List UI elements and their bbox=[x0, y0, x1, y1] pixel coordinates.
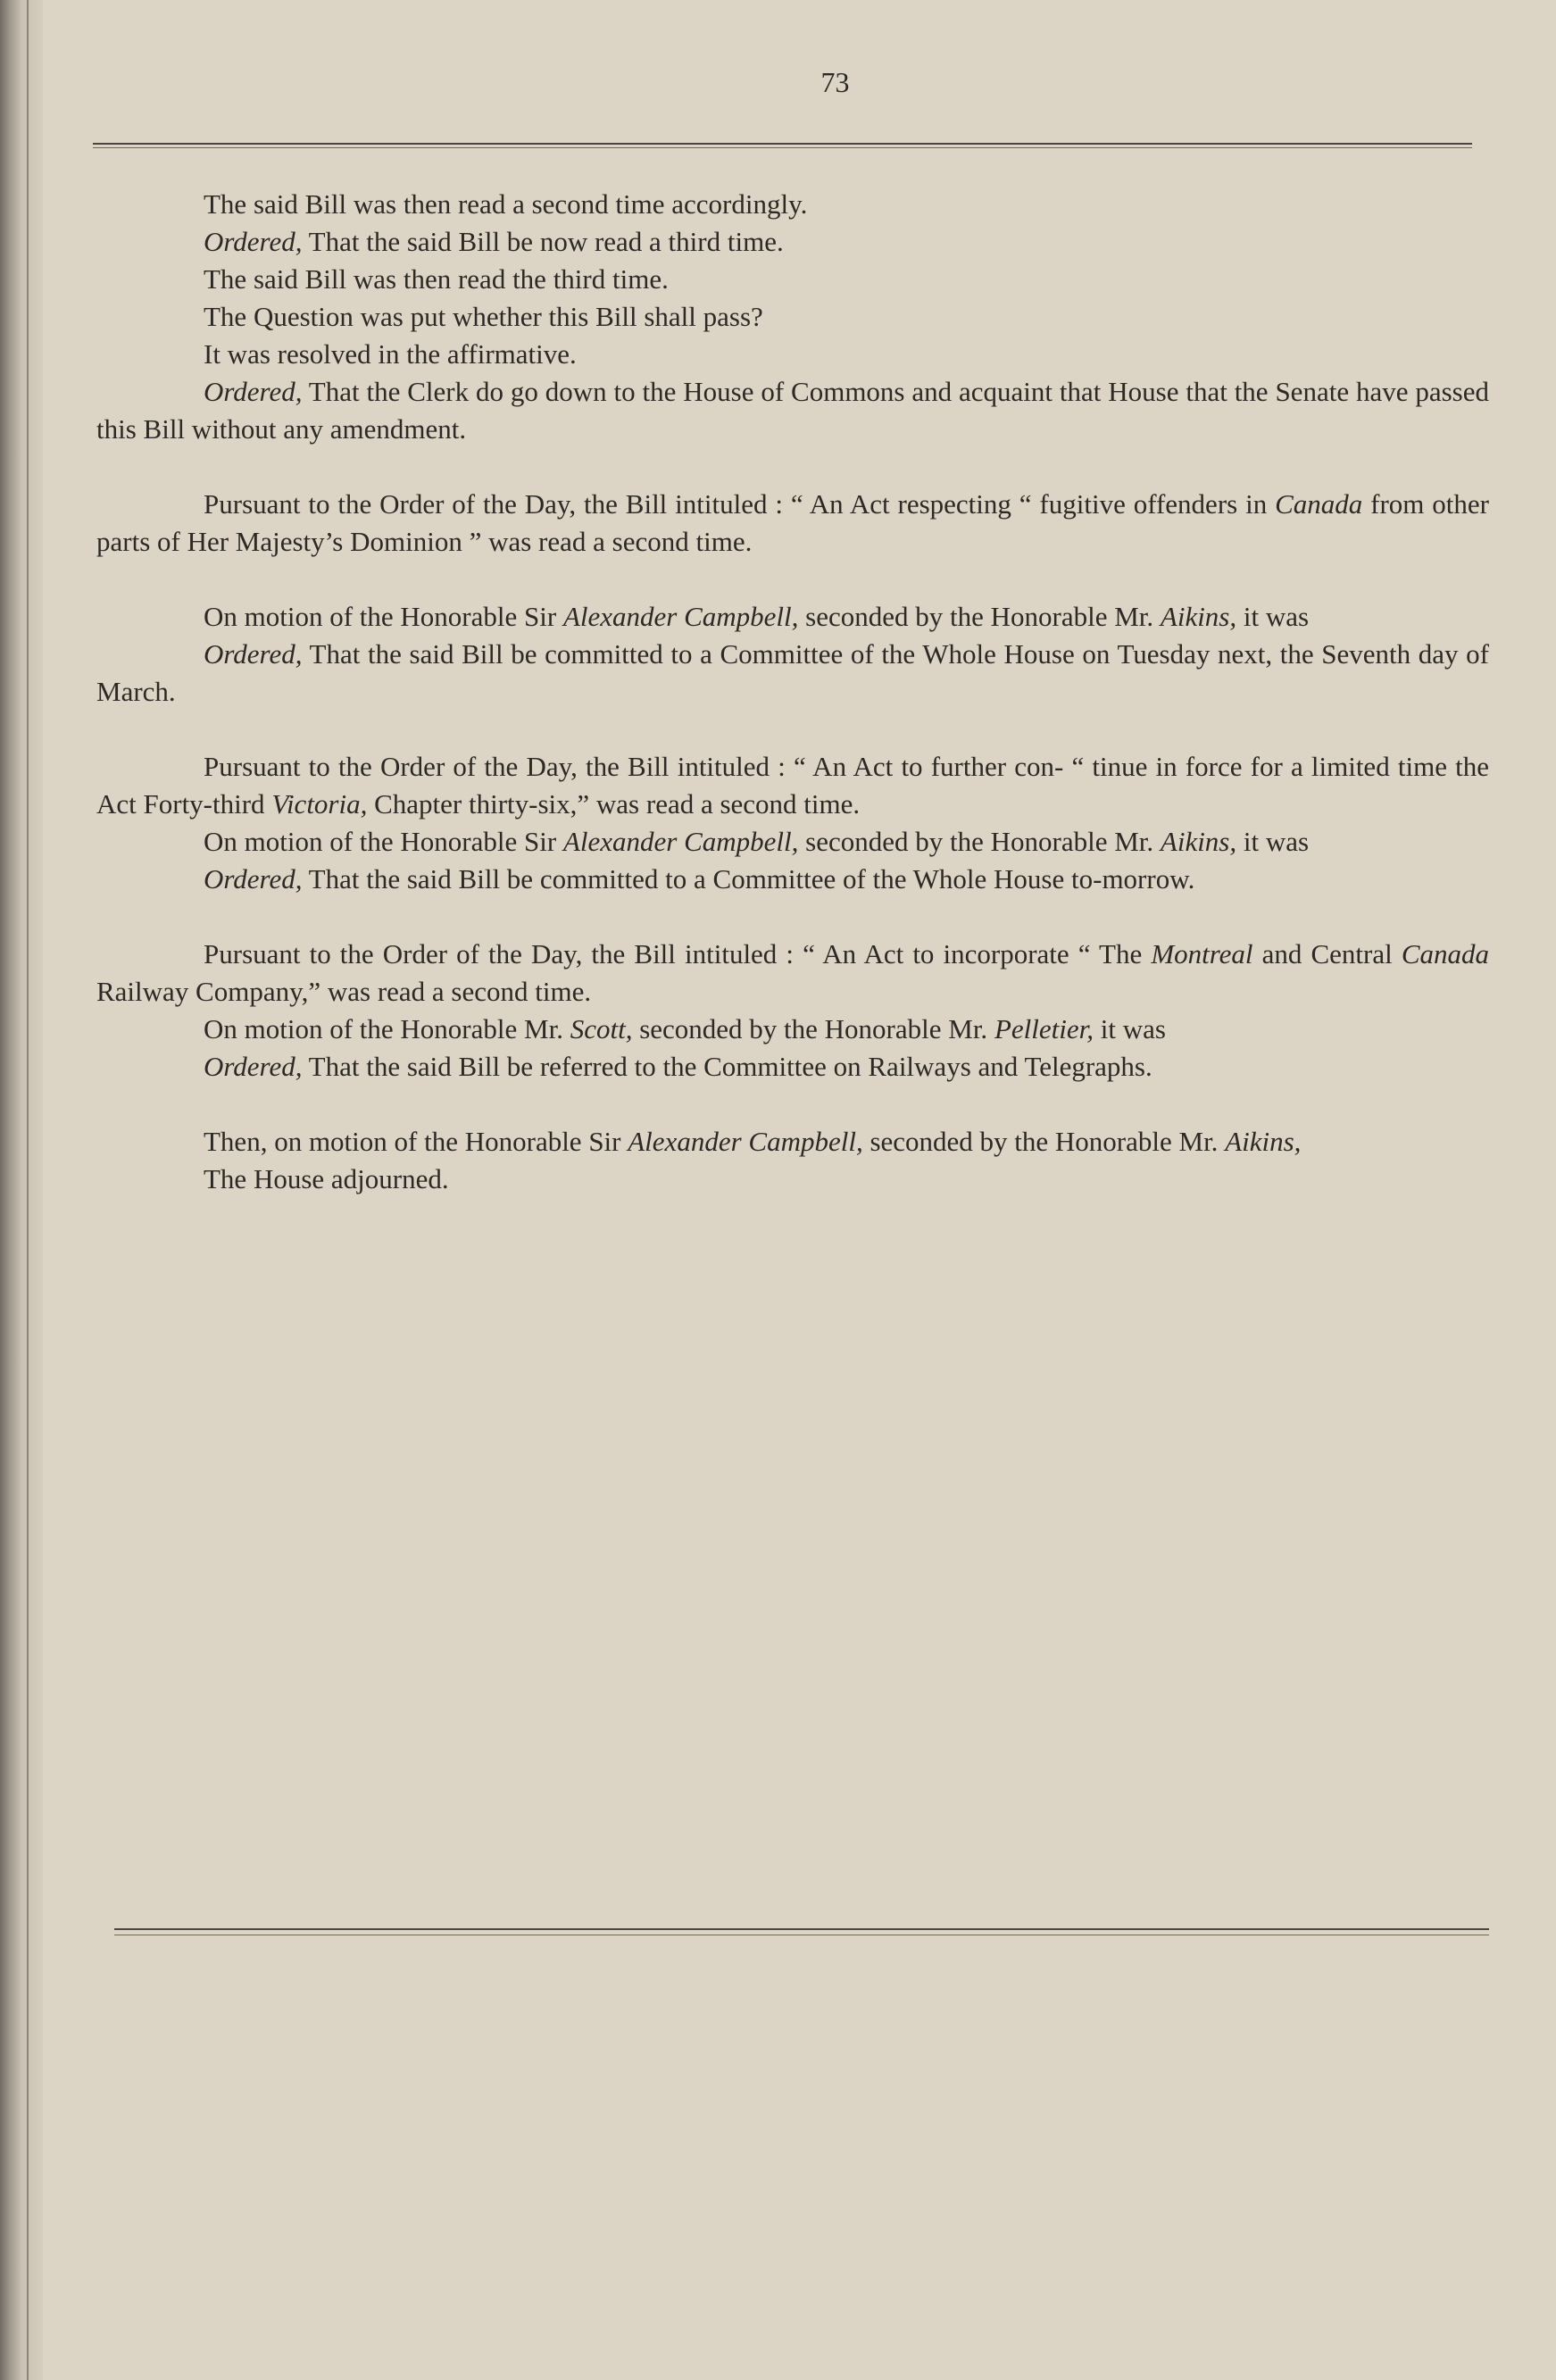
text-run: Pursuant to the Order of the Day, the Bill intituled : “ An Act to further con- “ tinue in force for a limited time the Act Forty-third bbox=[96, 751, 1489, 820]
text-run: it was bbox=[1236, 601, 1310, 632]
paragraph-ordered-clerk bbox=[96, 373, 1489, 448]
paragraph-ordered-railways-committee bbox=[96, 1048, 1489, 1086]
text-run: seconded by the Honorable Mr. bbox=[862, 1126, 1226, 1157]
journal-body bbox=[96, 186, 1489, 1198]
paragraph-house-adjourned bbox=[96, 1161, 1489, 1198]
text-run: seconded by the Honorable Mr. bbox=[798, 826, 1161, 857]
paragraph-ordered-committee-tomorrow bbox=[96, 861, 1489, 898]
italic-run: Canada bbox=[1275, 488, 1363, 520]
text-run: from other parts of Her Majesty’s Dominion ” was read a second time. bbox=[96, 488, 1489, 557]
italic-run: Alexander Campbell, bbox=[562, 601, 799, 632]
book-spine-edge bbox=[0, 0, 43, 2380]
ordered-label: Ordered, bbox=[204, 1051, 303, 1082]
paragraph-fugitive-offenders bbox=[96, 486, 1489, 561]
text-run: That the Clerk do go down to the House of Commons and acquaint that House that the Senate have passed this Bill without any amendment. bbox=[96, 376, 1489, 445]
header-rule bbox=[93, 143, 1472, 145]
paragraph-gap bbox=[96, 561, 1489, 598]
paragraph-gap bbox=[96, 448, 1489, 486]
italic-run: Alexander Campbell, bbox=[628, 1126, 863, 1157]
paragraph-second-reading bbox=[96, 186, 1489, 223]
text-run: On motion of the Honorable Sir bbox=[204, 826, 563, 857]
paragraph-question bbox=[96, 298, 1489, 336]
text-run: seconded by the Honorable Mr. bbox=[798, 601, 1161, 632]
text-run: That the said Bill be committed to a Committee of the Whole House on Tuesday next, the Seventh day of March. bbox=[96, 638, 1489, 707]
text-run: On motion of the Honorable Sir bbox=[204, 601, 563, 632]
ordered-label: Ordered, bbox=[204, 376, 303, 407]
text-run: it was bbox=[1236, 826, 1310, 857]
paragraph-railway-company bbox=[96, 936, 1489, 1011]
ordered-label: Ordered, bbox=[204, 863, 303, 895]
text-run: Then, on motion of the Honorable Sir bbox=[204, 1126, 628, 1157]
text-run: That the said Bill be referred to the Committee on Railways and Telegraphs. bbox=[302, 1051, 1152, 1082]
document-page bbox=[43, 0, 1556, 2380]
italic-run: Aikins, bbox=[1225, 1126, 1302, 1157]
italic-run: Aikins, bbox=[1160, 826, 1237, 857]
italic-run: Aikins, bbox=[1160, 601, 1237, 632]
paragraph-motion-scott bbox=[96, 1011, 1489, 1048]
text-run: It was resolved in the affirmative. bbox=[204, 338, 577, 370]
paragraph-adjournment-motion bbox=[96, 1123, 1489, 1161]
italic-run: Scott, bbox=[570, 1013, 633, 1044]
paragraph-resolved bbox=[96, 336, 1489, 373]
italic-run: Victoria, bbox=[271, 788, 368, 820]
italic-run: Montreal bbox=[1151, 938, 1253, 969]
text-run: That the said Bill be now read a third time. bbox=[302, 226, 784, 257]
text-run: it was bbox=[1093, 1013, 1166, 1044]
italic-run: Canada bbox=[1401, 938, 1489, 969]
ordered-label: Ordered, bbox=[204, 226, 303, 257]
paragraph-third-reading bbox=[96, 261, 1489, 298]
text-run: The House adjourned. bbox=[204, 1163, 449, 1194]
paragraph-motion-campbell bbox=[96, 598, 1489, 636]
paragraph-gap bbox=[96, 711, 1489, 748]
paragraph-continue-in-force bbox=[96, 748, 1489, 823]
page-number: 73 bbox=[820, 66, 850, 98]
text-run: Chapter thirty-six,” was read a second time. bbox=[367, 788, 861, 820]
paragraph-ordered-third-reading bbox=[96, 223, 1489, 261]
italic-run: Pelletier, bbox=[994, 1013, 1094, 1044]
text-run: Pursuant to the Order of the Day, the Bill intituled : “ An Act respecting “ fugitive offenders in bbox=[204, 488, 1276, 520]
text-run: The said Bill was then read a second time accordingly. bbox=[204, 188, 808, 220]
text-run: and Central bbox=[1252, 938, 1402, 969]
text-run: Railway Company,” was read a second time. bbox=[96, 976, 592, 1007]
text-run: Pursuant to the Order of the Day, the Bill intituled : “ An Act to incorporate “ The bbox=[204, 938, 1152, 969]
header-rule-secondary bbox=[93, 147, 1472, 148]
ordered-label: Ordered, bbox=[204, 638, 303, 670]
spine-fold-line bbox=[27, 0, 29, 2380]
text-run: The said Bill was then read the third time. bbox=[204, 263, 669, 295]
paragraph-ordered-committee-tuesday bbox=[96, 636, 1489, 711]
paragraph-motion-campbell-2 bbox=[96, 823, 1489, 861]
text-run: The Question was put whether this Bill shall pass? bbox=[204, 301, 763, 332]
text-run: That the said Bill be committed to a Committee of the Whole House to-morrow. bbox=[302, 863, 1195, 895]
text-run: seconded by the Honorable Mr. bbox=[632, 1013, 994, 1044]
paragraph-gap bbox=[96, 898, 1489, 936]
text-run: On motion of the Honorable Mr. bbox=[204, 1013, 570, 1044]
footer-rule bbox=[114, 1928, 1489, 1930]
paragraph-gap bbox=[96, 1086, 1489, 1123]
italic-run: Alexander Campbell, bbox=[562, 826, 799, 857]
